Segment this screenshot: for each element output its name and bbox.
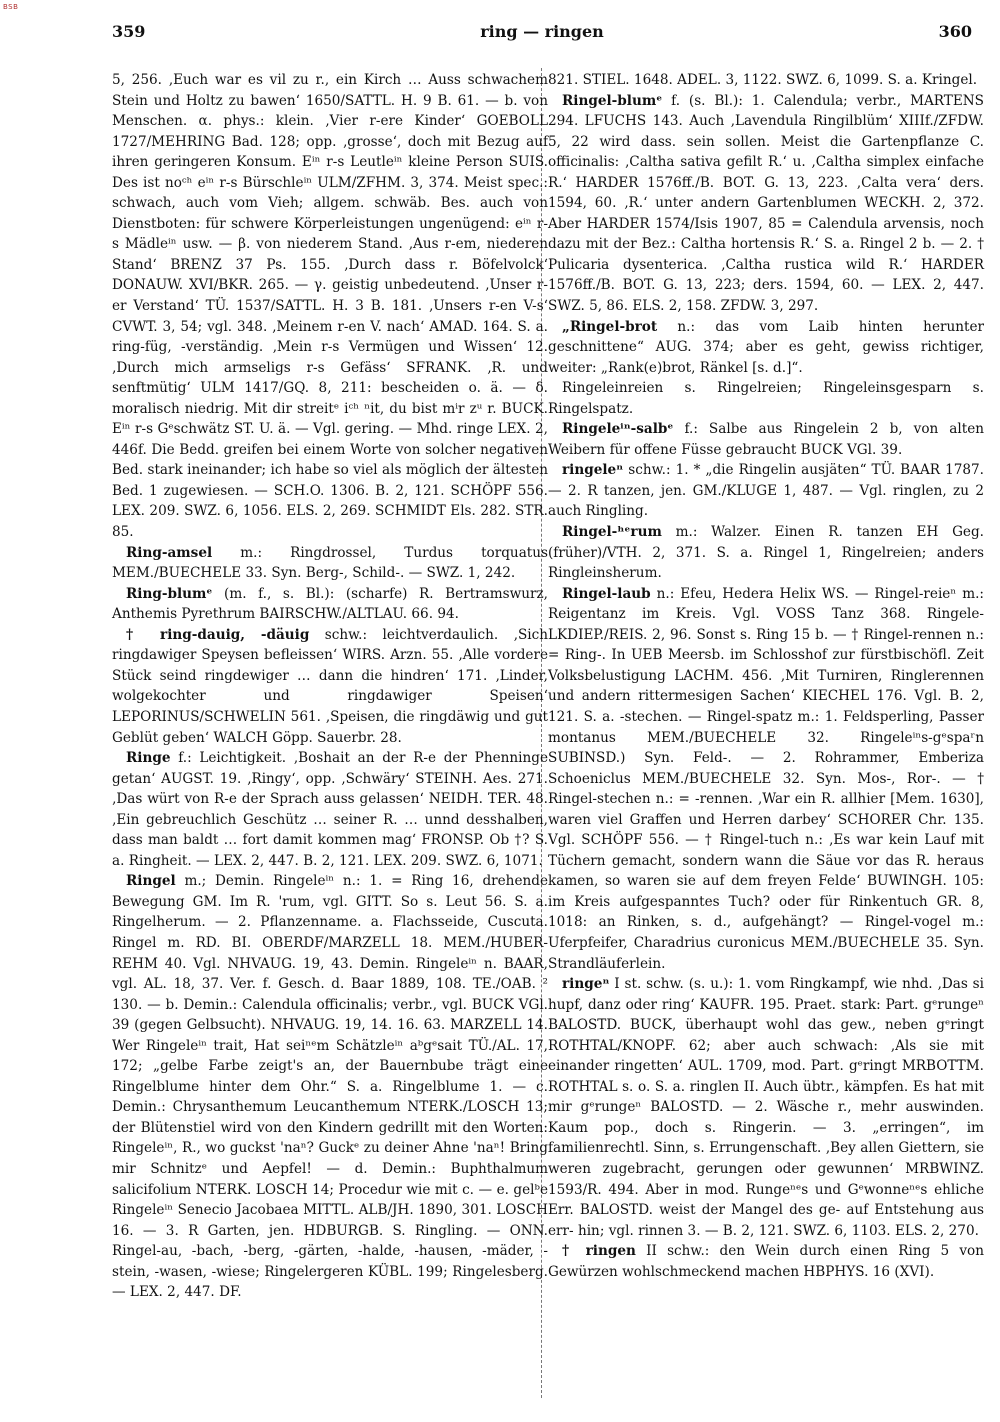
running-head: ring — ringen bbox=[480, 22, 604, 41]
dictionary-entry bbox=[112, 871, 548, 1302]
entry-headword: Ringel bbox=[126, 873, 176, 890]
dictionary-entry bbox=[548, 317, 984, 379]
dictionary-entry bbox=[112, 584, 548, 625]
dictionary-entry bbox=[548, 378, 984, 419]
entry-headword: Ringel-blumᵉ bbox=[562, 92, 663, 109]
entry-text: I st. schw. (s. u.): 1. vom Ringkampf, wie nhd. ‚Das si hupf, danz oder ring‘ KAUFR. 195. Praet. stark: Part. gᵉrungeⁿ BALOSTD. BUCK, überhaupt wohl das gew., neben gᵉringt ROTHTAL/KNOPF. 62; aber auch schwach: ‚Als sie mit einander ringetten‘ AUL. 1709, mod. Part. gᵉringt MRBOTTM. ROTHTAL s. o. S. a. ringlen II. Auch übtr., kämpfen. Es hat mit mir gᵉrungeⁿ BALOSTD. — 2. Wäsche r., mehr auswinden. Kaum pop., doch s. Ringerin. — 3. „erringen“, im familienrechtl. Sinn, s. Errungenschaft. ‚Bey allen Giettern, sie weren zugebracht, gerungen oder gewunnen‘ MRBWINZ. 1593/R. 494. Aber in mod. Rungeⁿᵉs und Gᵉwonneⁿᵉs ehliche Err. BALOSTD. weist der Mangel des ge- auf Entstehung aus err- hin; vgl. rinnen 3. — B. 2, 121. SWZ. 6, 1103. ELS. 2, 270. bbox=[548, 976, 984, 1239]
entry-headword: Ringel-ʰᵉrum bbox=[562, 524, 662, 541]
entry-text: f.: Salbe aus Ringelein 2 b, von alten Weibern für offene Füsse gebraucht BUCK VGl. 39. bbox=[548, 421, 984, 458]
entry-text: m.; Demin. Ringeleⁱⁿ n.: 1. = Ring 16, drehende Bewegung GM. Im R. 'rum, vgl. GITT. So s. Leut 56. S. a. Ringelherum. — 2. Pflanzenname. a. Flachsseide, Cuscuta. Ringel m. RD. BI. OBERDF/MARZELL 18. MEM./HUBER-REHM 40. Vgl. NHVAUG. 19, 43. Demin. Ringeleⁱⁿ n. BAAR, vgl. AL. 18, 37. Ver. f. Gesch. d. Baar 1889, 108. TE./OAB. ² 130. — b. Demin.: Calendula officinalis; verbr., vgl. BUCK VGl. 39 (gegen Gelbsucht). NHVAUG. 19, 14. 16. 63. MARZELL 14. Wer Ringeleⁱⁿ trait, Hat seiⁿᵉm Schätzleⁱⁿ aᵇgᵉsait TÜ./AL. 17, 172; „gelbe Farbe zeigt's an, der Bauernbube trägt eine Ringelblume hinter dem Ohr.“ S. a. Ringelblume 1. — c. Demin.: Chrysanthemum Leucanthemum NTERK./LOSCH 13; der Blütenstiel wird von den Kindern gedrillt mit den Worten: Ringeleⁱⁿ, R., wo guckst 'naⁿ? Guckᵉ zu deiner Ahne 'naⁿ! Bring mir Schnitzᵉ und Aepfel! — d. Demin.: Buphthalmum salicifolium NTERK. LOSCH 14; Procedur wie mit c. — e. gelᵇe Ringeleⁱⁿ Senecio Jacobaea MITTL. ALB/JH. 1890, 301. LOSCH 16. — 3. R Garten, jen. HDBURGB. S. Ringling. — ONN. Ringel-au, -bach, -berg, -gärten, -halde, -hausen, -mäder, -stein, -wasen, -wiese; Ringelergeren KÜBL. 199; Ringelesberg. — LEX. 2, 447. DF. bbox=[112, 873, 548, 1301]
entry-text: Ringeleinreien s. Ringelreien; Ringeleinsgesparn s. Ringelspatz. bbox=[548, 380, 984, 417]
entry-headword: Ring-blumᵉ bbox=[126, 585, 213, 602]
entry-headword: Ringeleⁱⁿ-salbᵉ bbox=[562, 421, 674, 438]
entry-headword: Ring-amsel bbox=[126, 544, 213, 561]
entry-continuation bbox=[548, 70, 984, 91]
entry-headword: ringeleⁿ bbox=[562, 462, 624, 479]
dictionary-entry bbox=[112, 748, 548, 871]
entry-text: 821. STIEL. 1648. ADEL. 3, 1122. SWZ. 6, 1099. S. a. Kringel. bbox=[548, 72, 978, 88]
right-column bbox=[548, 70, 984, 1282]
entry-headword: † ring-dauig, -däuig bbox=[126, 626, 310, 643]
entry-text: 5, 256. ‚Euch war es vil zu r., ein Kirch … Auss schwachem Stein und Holtz zu bawen‘ 1650/SATTL. H. 9 B. 61. — b. von Menschen. α. phys.: klein. ‚Vier r-ere Kinder‘ GOEBOLL 1727/MEHRING Bad. 128; opp. ‚grosse‘, doch mit Bezug auf ihren geringeren Konsum. Eⁱⁿ r-s Leutleⁱⁿ kleine Person SUIS. Des ist noᶜʰ eⁱⁿ r-s Bürschleⁱⁿ ULM/ZFHM. 3, 374. Meist spec.: schwach, auch vom Vieh; allgem. schwäb. Bes. auch von Dienstboten: für schwere Körperleistungen ungenügend: eⁱⁿ r-s Mädleⁱⁿ usw. — β. von niederem Stand. ‚Aus r-em, niederen Stand‘ BRENZ 37 Ps. 155. ‚Durch dass r. Böfelvolck‘ DONAUW. XVI/BKR. 265. — γ. geistig unbedeutend. ‚Unser r-er Verstand‘ TÜ. 1537/SATTL. H. 3 B. 181. ‚Unsers r-en V-s‘ CVWT. 3, 54; vgl. 348. ‚Meinem r-en V. nach‘ AMAD. 164. S. a. ring-füg, -verständig. ‚Mein r-s Vermügen und Wissen‘ 12. ‚Durch mich armseligs r-s Gefäss‘ SFRANK. ‚R. und senftmütig‘ ULM 1417/GQ. 8, 211: bescheiden o. ä. — δ. moralisch niedrig. Mit dir streitᵉ iᶜʰ ⁿit, du bist mⁱr zᵘ r. BUCK. Eⁱⁿ r-s Gᵉschwätz ST. U. ä. — Vgl. gering. — Mhd. ringe LEX. 2, 446f. Die Bedd. greifen bei einem Worte von solcher negativen Bed. stark ineinander; ich habe so viel als möglich der ältesten Bed. 1 zugewiesen. — SCH.O. 1306. B. 2, 121. SCHÖPF 556. LEX. 209. SWZ. 6, 1056. ELS. 2, 269. SCHMIDT Els. 282. STR. 85. bbox=[112, 72, 548, 541]
entry-headword: Ringel-laub bbox=[562, 585, 651, 602]
entry-text: n.: das vom Laib hinten herunter geschnittene“ AUG. 374; aber es geht, gewiss richtiger, weiter: „Rank(e)brot, Ränkel [s. d.]“. bbox=[548, 318, 984, 376]
dictionary-entry bbox=[112, 543, 548, 584]
entry-text: (m. f., s. Bl.): (scharfe) R. Bertramswurz, Anthemis Pyrethrum BAIRSCHW./ALTLAU. 66. 94. bbox=[112, 585, 548, 623]
entry-text: f. (s. Bl.): 1. Calendula; verbr., MARTENS 294. LFUCHS 143. Auch ‚Lavendula Ringilblüm‘ XIIIf./ZFDW. 5, 22 wird dass. sein sollen. Meist die Gartenpflanze C. officinalis: ‚Caltha sativa gefilt R.‘ u. ‚Caltha simplex einfache R.‘ HARDER 1576ff./B. BOT. G. 13, 223. ‚Calta vera‘ ders. 1594, 60. ‚R.‘ unter andern Gartenblumen WECKH. 2, 372. Aber HARDER 1574/Isis 1907, 85 = Calendula arvensis, noch dazu mit der Bez.: Caltha hortensis R.‘ S. a. Ringel 2 b. — 2. † Pulicaria dysenterica. ‚Caltha rustica wild R.‘ HARDER 1576ff./B. BOT. G. 13, 223; ders. 1594, 60. — LEX. 2, 447. SWZ. 5, 86. ELS. 2, 158. ZFDW. 3, 297. bbox=[548, 92, 984, 315]
entry-text: f.: Leichtigkeit. ‚Boshait an der R-e der Phenninge getan‘ AUGST. 19. ‚Ringy‘, opp. ‚Schwäry‘ STEINH. Aes. 271. ‚Das würt von R-e der Sprach auss gelassen‘ NEIDH. TER. 48. ‚Ein gebreuchlich Geschütz … seiner R. … unnd desshalben, dass man baldt … fort damit kommen mag‘ FRONSP. Ob †? S. a. Ringheit. — LEX. 2, 447. B. 2, 121. LEX. 209. SWZ. 6, 1071. bbox=[112, 750, 548, 869]
entry-text: m.: Ringdrossel, Turdus torquatus MEM./BUECHELE 33. Syn. Berg-, Schild-. — SWZ. 1, 242. bbox=[112, 544, 548, 582]
entry-continuation bbox=[112, 70, 548, 543]
entry-headword: „Ringel-brot bbox=[562, 318, 658, 335]
dictionary-entry bbox=[548, 1241, 984, 1282]
dictionary-entry bbox=[548, 91, 984, 317]
entry-text: n.: Efeu, Hedera Helix WS. — Ringel-reieⁿ m.: Reigentanz im Kreis. Vgl. VOSS Tanz 368. Ringele- LKDIEP./REIS. 2, 96. Sonst s. Ring 15 b. — † Ringel-rennen n.: = Ring-. In UEB Meersb. im Schlosshof zur fürstbischöfl. Zeit Volksbelustigung LACHM. 456. ‚Mit Turniren, Ringlerennen und andern rittermesigen Sachen‘ KIECHEL 176. Vgl. B. 2, 121. S. a. -stechen. — Ringel-spatz m.: 1. Feldsperling, Passer montanus MEM./BUECHELE 32. Ringeleⁱⁿs-gᵉspaʳn SUBINSD.) Syn. Feld-. — 2. Rohrammer, Emberiza Schoeniclus MEM./BUECHELE 32. Syn. Mos-, Ror-. — † Ringel-stechen n.: = -rennen. ‚War ein R. allhier [Mem. 1630], waren viel Graffen und Herren darbey‘ SCHORER Chr. 135. Vgl. SCHÖPF 556. — † Ringel-tuch n.: ‚Es war kein Lauf mit Tüchern gemacht, sondern wann die Säue vor das R. heraus kamen, so waren sie auf dem freyen Felde‘ BUWINGH. 105: im Kreis aufgespanntes Tuch? oder für Rinkentuch GR. 8, 1018: an Rinken, s. d., aufgehängt? — Ringel-vogel m.: Uferpfeifer, Charadrius curonicus MEM./BUECHELE 35. Syn. Strandläuferlein. bbox=[548, 585, 984, 972]
dictionary-entry bbox=[112, 625, 548, 748]
entry-text: schw.: 1. * „die Ringelin ausjäten“ TÜ. BAAR 1787. — 2. R tanzen, jen. GM./KLUGE 1, 487. — Vgl. ringlen, zu 2 auch Ringling. bbox=[548, 462, 984, 520]
dictionary-entry bbox=[548, 584, 984, 974]
dictionary-entry bbox=[548, 974, 984, 1241]
left-column bbox=[112, 70, 548, 1303]
entry-text: II schw.: den Wein durch einen Ring 5 von Gewürzen wohlschmeckend machen HBPHYS. 16 (XVI). bbox=[548, 1243, 984, 1280]
entry-headword: ringeⁿ bbox=[562, 976, 610, 993]
library-stamp: BSB bbox=[3, 3, 19, 11]
entry-headword: Ringe bbox=[126, 750, 171, 767]
entry-headword: † ringen bbox=[562, 1243, 636, 1260]
dictionary-entry bbox=[548, 522, 984, 584]
page-header bbox=[112, 22, 972, 48]
page-number-left: 359 bbox=[112, 22, 146, 41]
entry-text: m.: Walzer. Einen R. tanzen EH Geg. (früher)/VTH. 2, 371. S. a. Ringel 1, Ringelreien; anders Ringleinsherum. bbox=[548, 524, 984, 582]
entry-text: schw.: leichtverdaulich. ‚Sich ringdawiger Speysen befleissen‘ WIRS. Arzn. 55. ‚Alle vordere Stück seind ringdewiger … dann die hindren‘ 171. ‚Linder, wolgekochter und ringdawiger Speisen‘ LEPORINUS/SCHWELIN 561. ‚Speisen, die ringdäwig und gut Geblüt geben‘ WALCH Göpp. Sauerbr. 28. bbox=[112, 626, 548, 746]
dictionary-entry bbox=[548, 460, 984, 522]
page-number-right: 360 bbox=[938, 22, 972, 41]
dictionary-entry bbox=[548, 419, 984, 460]
